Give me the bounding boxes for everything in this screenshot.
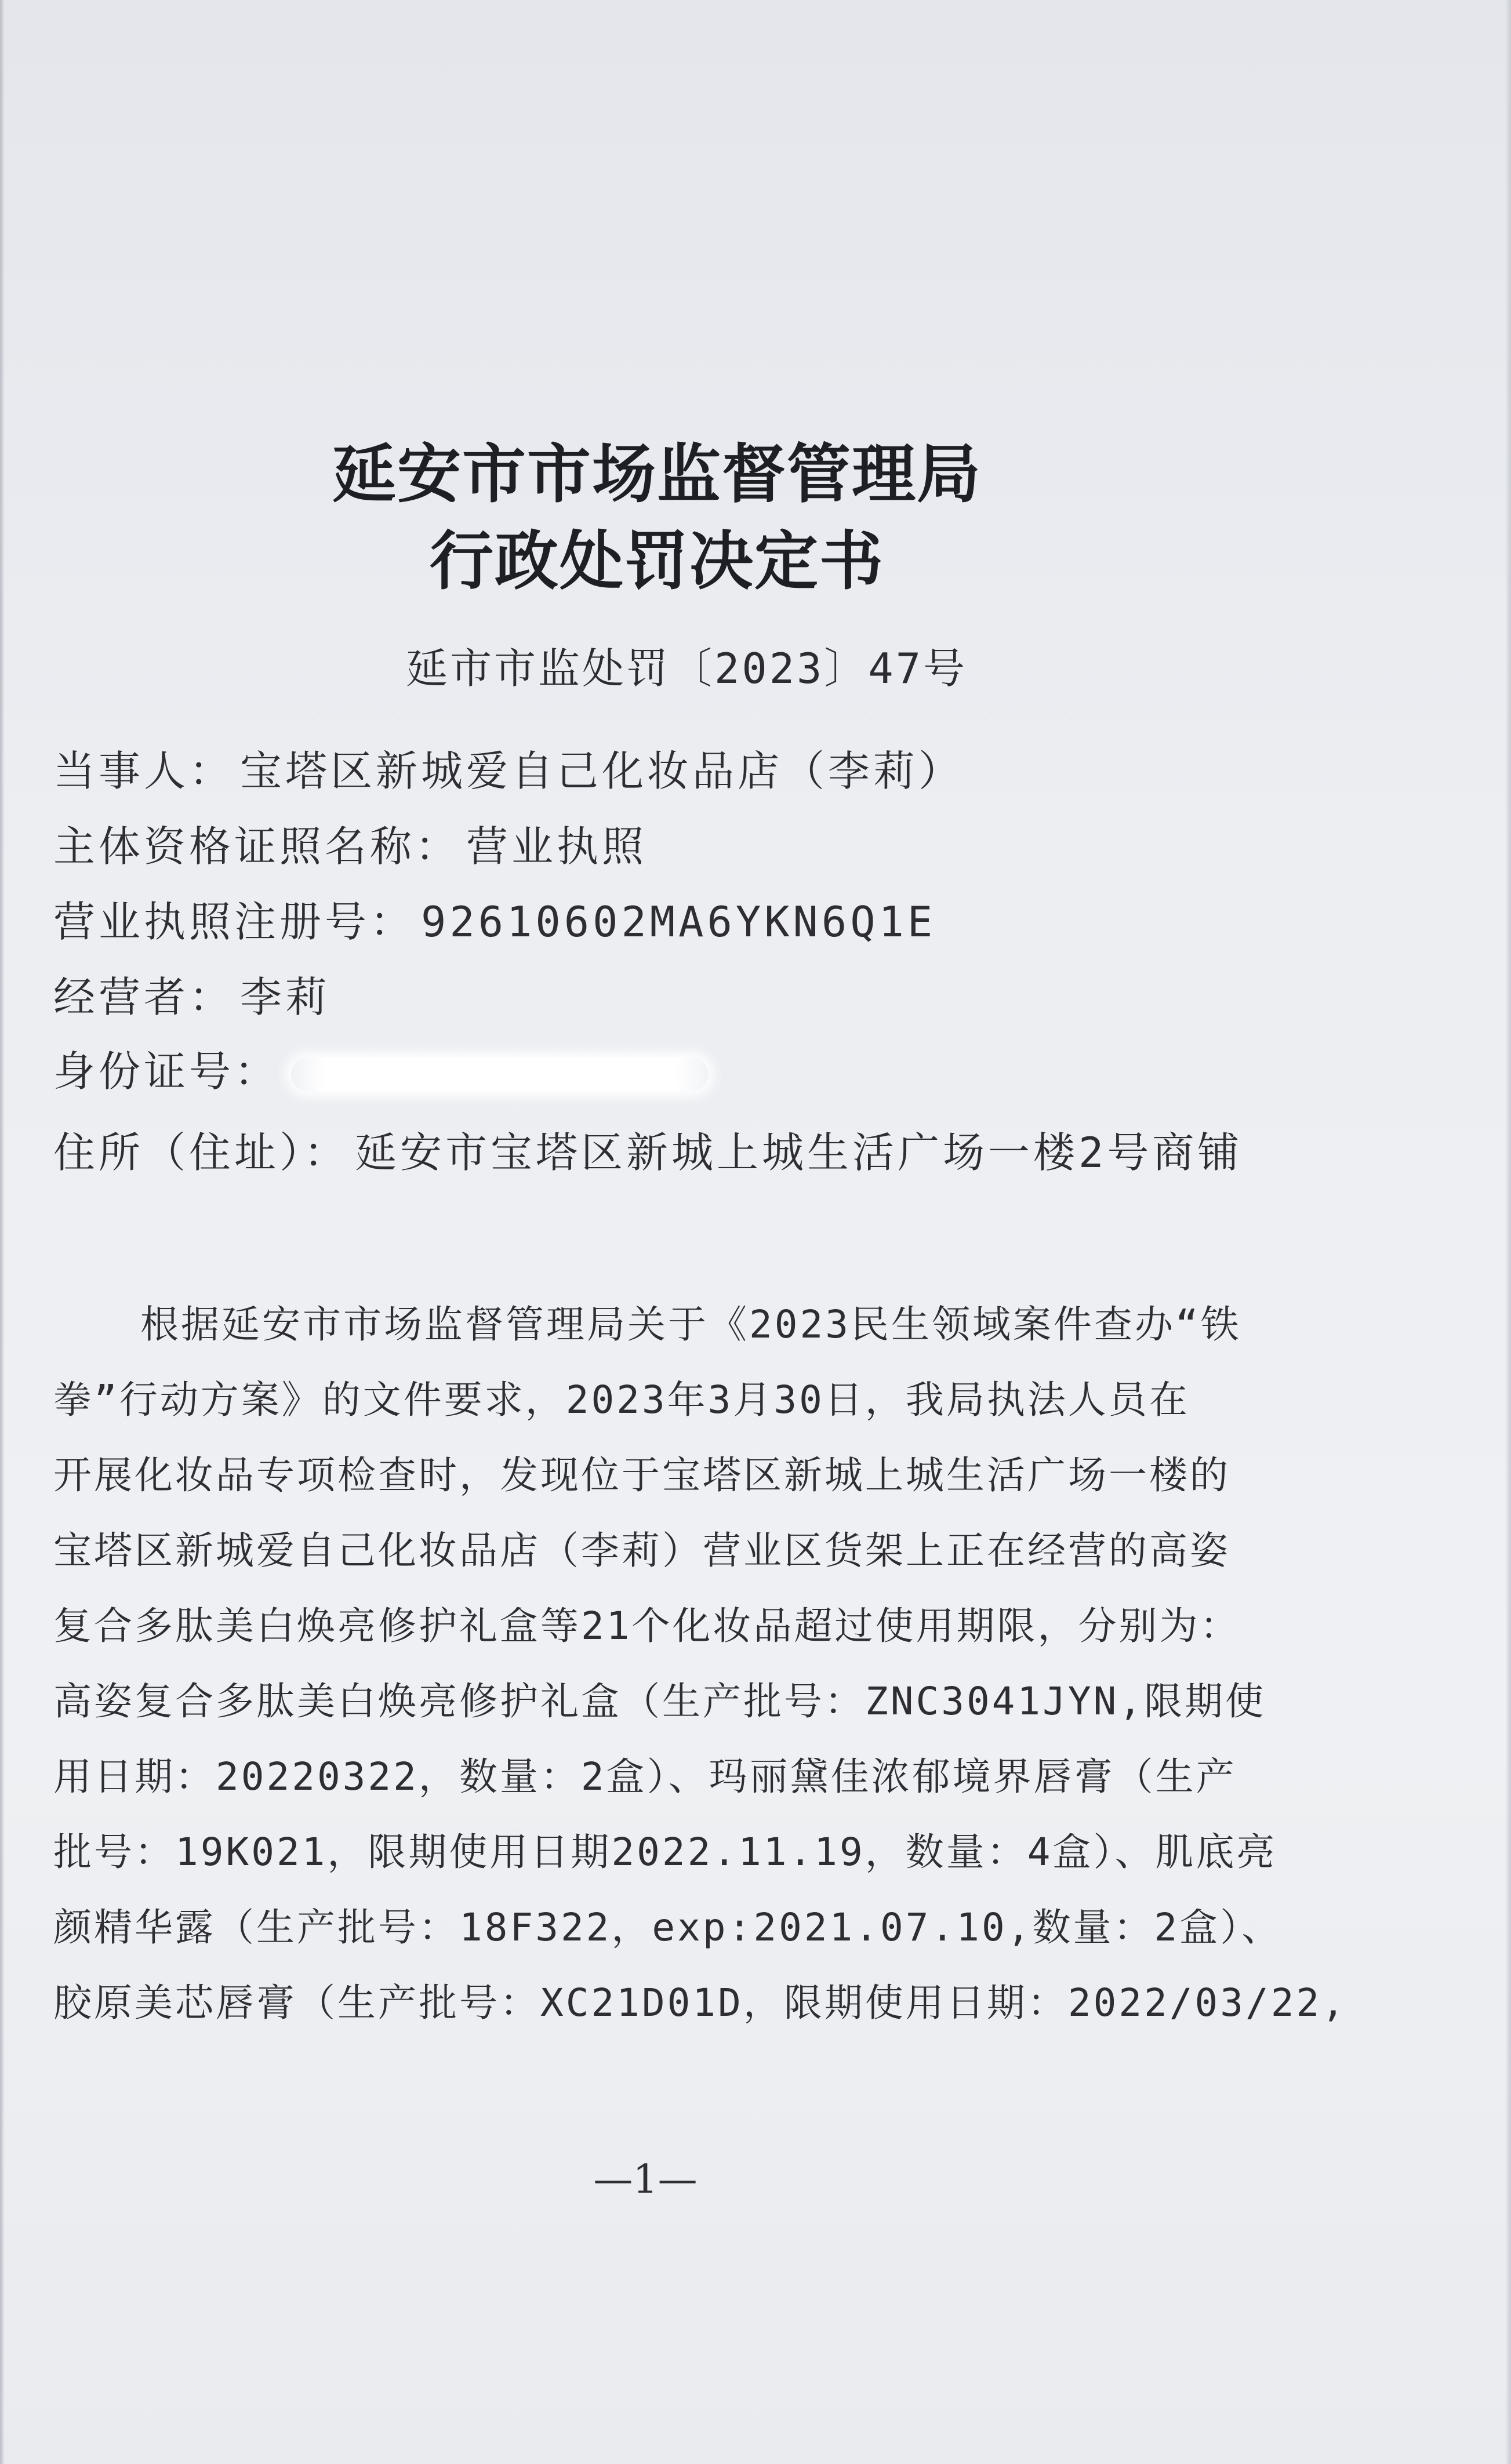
field-id-number: [53, 1038, 709, 1098]
field-license-name-label: 主体资格证照名称：: [53, 822, 461, 871]
body-line: 拳”行动方案》的文件要求，2023年3月30日，我局执法人员在: [53, 1378, 1190, 1422]
field-operator-value: 李莉: [240, 973, 331, 1022]
field-party-value: 宝塔区新城爱自己化妆品店（李莉）: [240, 747, 964, 795]
field-address: [53, 1119, 1243, 1179]
body-line: 颜精华露（生产批号：18F322，exp:2021.07.10,数量：2盒）、: [53, 1905, 1283, 1950]
body-line: 开展化妆品专项检查时，发现位于宝塔区新城上城生活广场一楼的: [53, 1453, 1230, 1498]
body-line: 批号：19K021，限期使用日期2022.11.19，数量：4盒）、肌底亮: [53, 1830, 1277, 1874]
body-line: 用日期：20220322，数量：2盒）、玛丽黛佳浓郁境界唇膏（生产: [53, 1754, 1237, 1799]
scan-edge-right: [1505, 0, 1511, 2464]
field-reg-no: [53, 888, 936, 948]
body-paragraph: [53, 1287, 1347, 2041]
body-line: 胶原美芯唇膏（生产批号：XC21D01D，限期使用日期：2022/03/22,: [53, 1980, 1347, 2025]
field-party-label: 当事人：: [53, 747, 235, 795]
body-line: 高姿复合多肽美白焕亮修护礼盒（生产批号：ZNC3041JYN,限期使: [53, 1679, 1266, 1724]
body-line: 宝塔区新城爱自己化妆品店（李莉）营业区货架上正在经营的高姿: [53, 1528, 1230, 1573]
redaction-mark: [291, 1057, 709, 1091]
scan-edge-left: [0, 0, 5, 2464]
document-title-line2: 行政处罚决定书: [430, 524, 884, 598]
field-party: [53, 737, 964, 798]
page-number: —1—: [593, 2157, 698, 2203]
field-operator: [53, 964, 330, 1024]
field-license-name-value: 营业执照: [466, 822, 648, 871]
document-number: 延市市监处罚〔2023〕47号: [406, 644, 968, 693]
field-reg-no-label: 营业执照注册号：: [53, 897, 416, 946]
field-address-label: 住所（住址）：: [53, 1128, 350, 1177]
field-license-name: [53, 813, 647, 873]
field-operator-label: 经营者：: [53, 973, 235, 1022]
body-line: 复合多肽美白焕亮修护礼盒等21个化妆品超过使用期限，分别为：: [53, 1604, 1241, 1648]
body-line: 根据延安市市场监督管理局关于《2023民生领域案件查办“铁: [140, 1302, 1241, 1347]
field-address-value: 延安市宝塔区新城上城生活广场一楼2号商铺: [355, 1128, 1243, 1177]
field-reg-no-value: 92610602MA6YKN6Q1E: [421, 897, 936, 946]
field-id-label: 身份证号：: [53, 1047, 280, 1096]
document-title-line1: 延安市市场监督管理局: [332, 437, 982, 511]
